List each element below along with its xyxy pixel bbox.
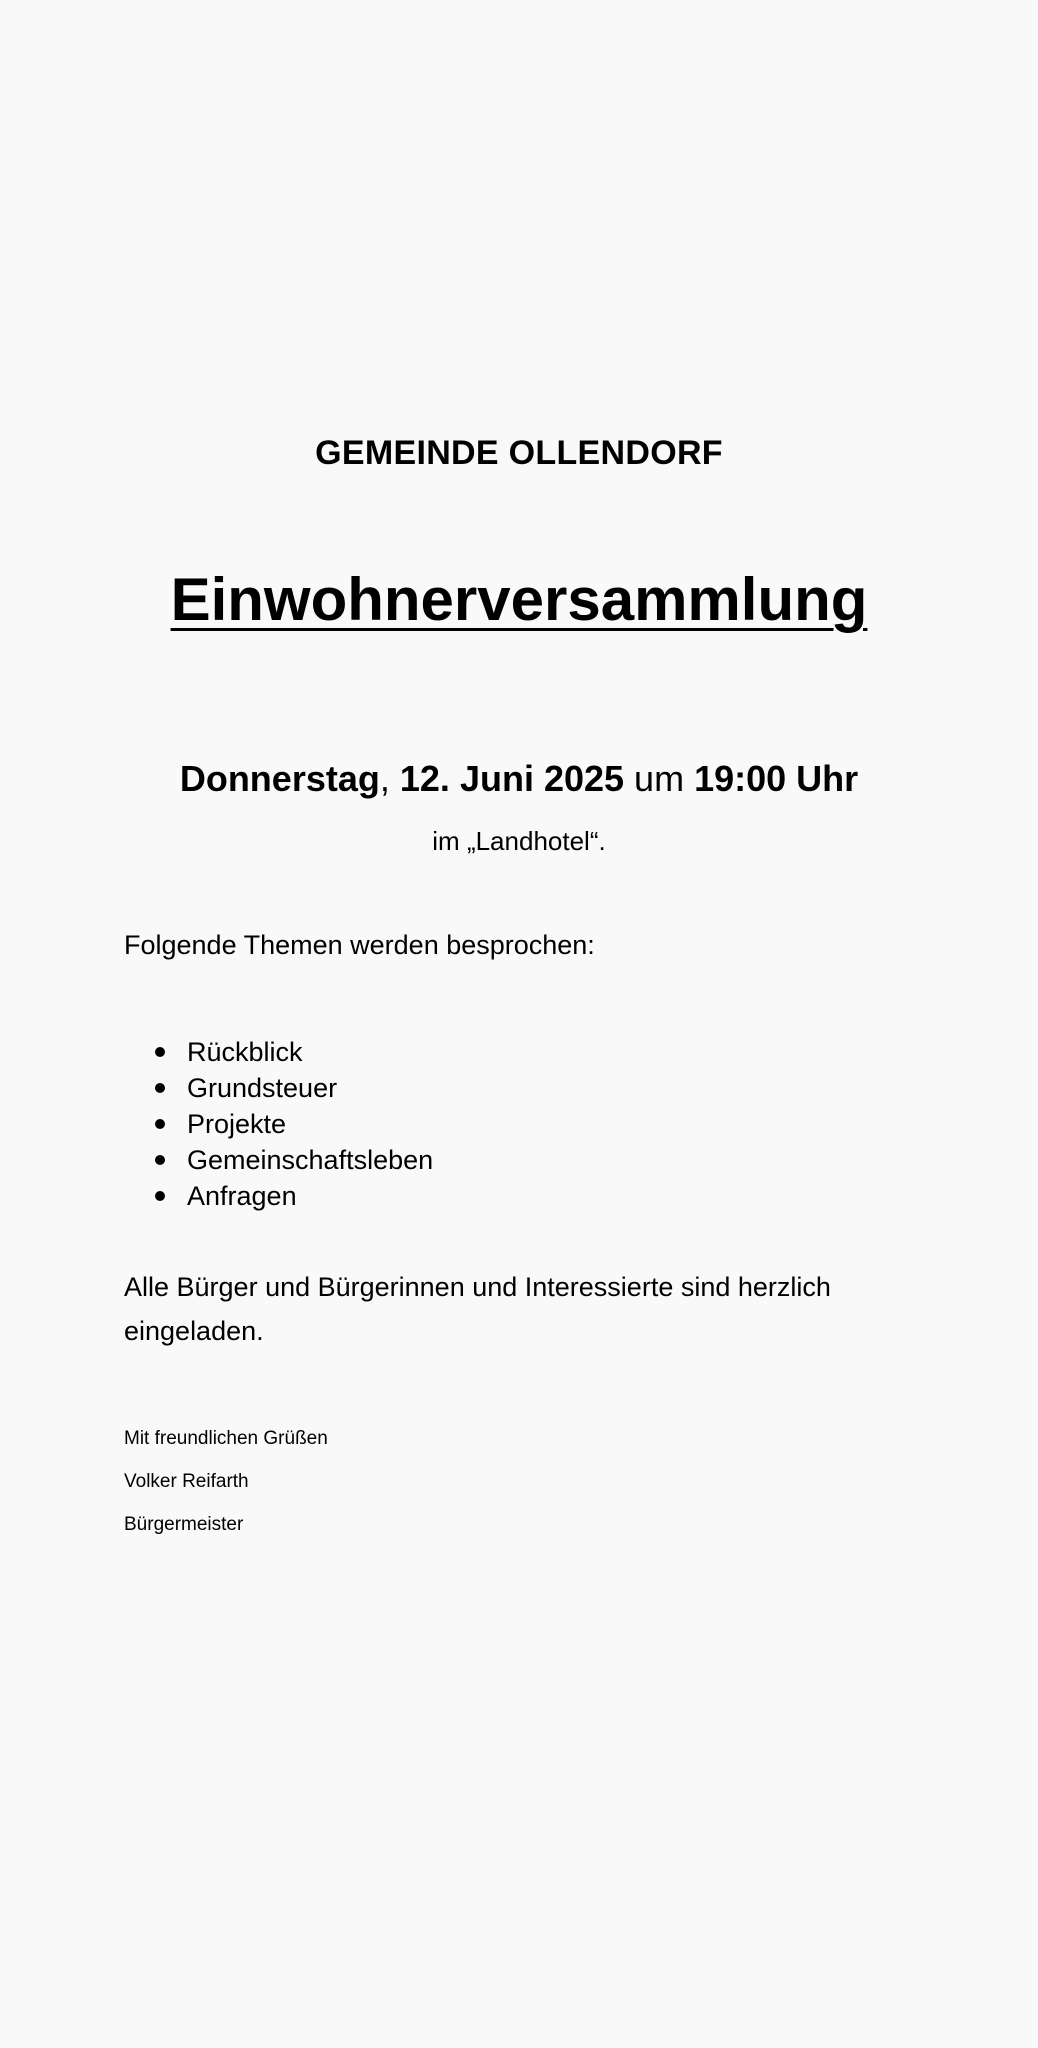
list-item: [124, 1106, 433, 1142]
list-item-label: Grundsteuer: [187, 1073, 338, 1103]
invitation-text: [124, 1265, 904, 1353]
list-item: [124, 1034, 433, 1070]
bullet-icon: [155, 1119, 165, 1129]
invitation-period: .: [256, 1316, 264, 1346]
event-date: 12. Juni 2025: [399, 758, 625, 799]
event-date-line: [0, 758, 1038, 800]
event-weekday: Donnerstag: [179, 758, 380, 799]
list-item-label: Rückblick: [187, 1037, 303, 1067]
bullet-icon: [155, 1047, 165, 1057]
municipality-name: GEMEINDE OLLENDORF: [315, 434, 723, 472]
signature-closing: Mit freundlichen Grüßen: [124, 1428, 328, 1449]
event-venue: im „Landhotel“.: [432, 826, 606, 856]
bullet-icon: [155, 1083, 165, 1093]
bullet-icon: [155, 1191, 165, 1201]
event-time: 19:00 Uhr: [694, 758, 859, 799]
signature-role: Bürgermeister: [124, 1514, 244, 1535]
bullet-icon: [155, 1155, 165, 1165]
event-connector: um: [634, 758, 685, 799]
agenda-intro: Folgende Themen werden besprochen:: [124, 930, 595, 960]
list-item: [124, 1070, 433, 1106]
invitation-main: Alle Bürger und Bürgerinnen und Interessierte sind herzlich eingeladen: [124, 1272, 831, 1346]
page-title: Einwohnerversammlung: [170, 566, 868, 633]
event-separator: ,: [379, 758, 390, 799]
list-item: [124, 1142, 433, 1178]
list-item-label: Gemeinschaftsleben: [187, 1145, 434, 1175]
agenda-list: [124, 1034, 433, 1214]
list-item-label: Projekte: [187, 1109, 287, 1139]
list-item: [124, 1178, 433, 1214]
list-item-label: Anfragen: [187, 1181, 297, 1211]
signature-name: Volker Reifarth: [124, 1471, 249, 1492]
